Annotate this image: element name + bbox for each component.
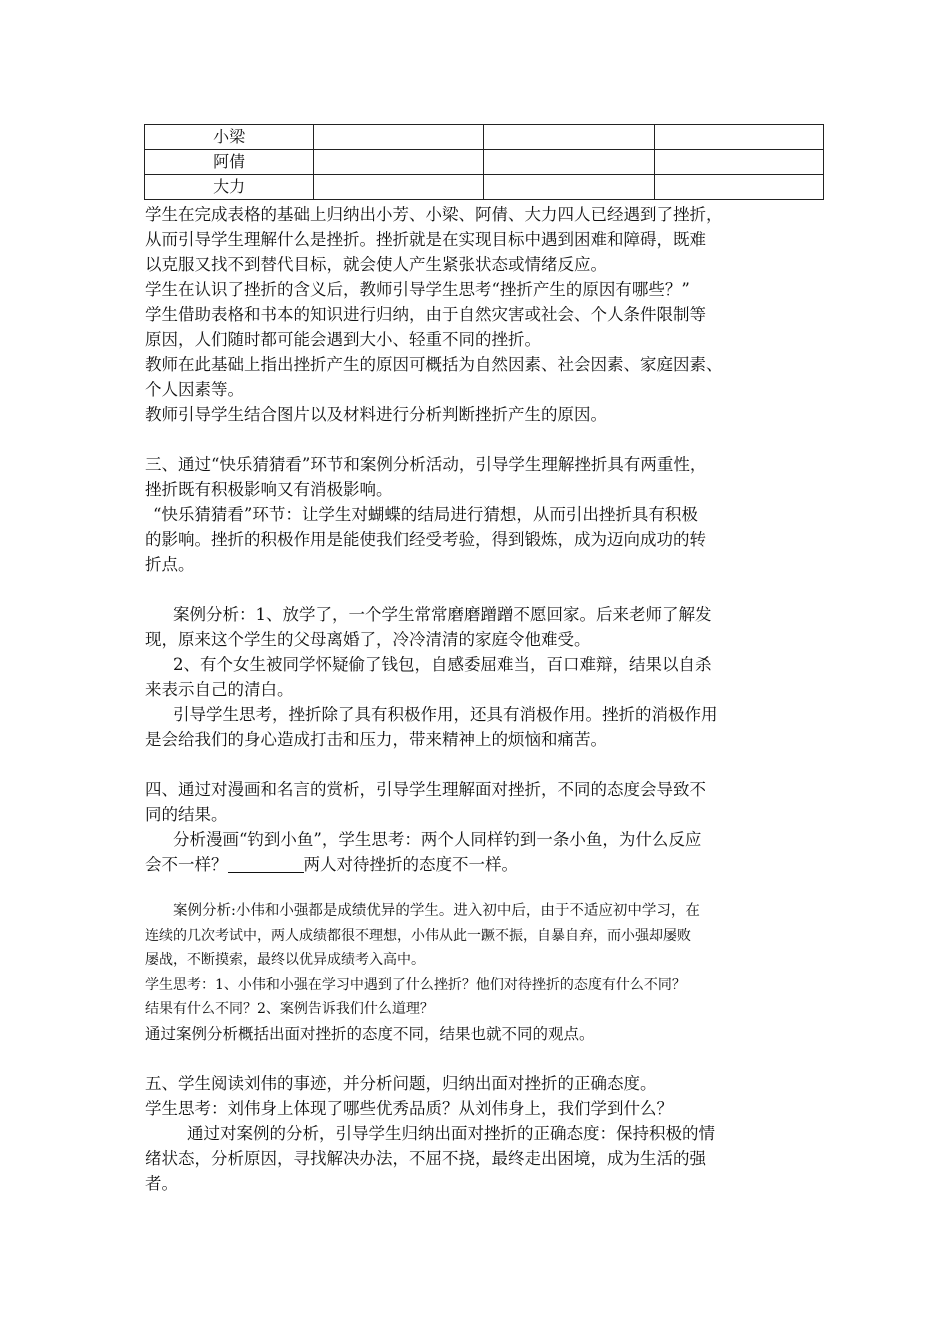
question-text: 会不一样？ [145, 855, 228, 874]
answer-text: 两人对待挫折的态度不一样。 [303, 855, 518, 874]
table-cell [314, 175, 484, 200]
paragraph-line: 教师在此基础上指出挫折产生的原因可概括为自然因素、社会因素、家庭因素、 [145, 355, 723, 374]
paragraph-line: 通过案例分析概括出面对挫折的态度不同，结果也就不同的观点。 [145, 1024, 595, 1043]
table-cell [314, 125, 484, 150]
paragraph-line: 个人因素等。 [145, 380, 244, 399]
table-cell [654, 150, 823, 175]
paragraph-line [145, 852, 825, 877]
table-cell [654, 175, 823, 200]
paragraph-line: 学生思考：1、小伟和小强在学习中遇到了什么挫折？他们对待挫折的态度有什么不同？ [145, 976, 686, 993]
paragraph-line: 分析漫画“钓到小鱼”，学生思考：两个人同样钓到一条小鱼，为什么反应 [173, 830, 702, 849]
document-body [145, 202, 825, 1196]
paragraph-line: 案例分析：1、放学了，一个学生常常磨磨蹭蹭不愿回家。后来老师了解发 [173, 605, 712, 624]
paragraph-line: 从而引导学生理解什么是挫折。挫折就是在实现目标中遇到困难和障碍，既难 [145, 230, 706, 249]
paragraph-line: 教师引导学生结合图片以及材料进行分析判断挫折产生的原因。 [145, 405, 607, 424]
paragraph-line: 以克服又找不到替代目标，就会使人产生紧张状态或情绪反应。 [145, 255, 607, 274]
paragraph-line: 学生在完成表格的基础上归纳出小芳、小梁、阿倩、大力四人已经遇到了挫折， [145, 205, 723, 224]
paragraph-line: 学生思考：刘伟身上体现了哪些优秀品质？从刘伟身上，我们学到什么？ [145, 1099, 673, 1118]
section-heading: 四、通过对漫画和名言的赏析，引导学生理解面对挫折，不同的态度会导致不 [145, 780, 706, 799]
paragraph-line: 现，原来这个学生的父母离婚了，冷冷清清的家庭令他难受。 [145, 630, 591, 649]
paragraph-line: 是会给我们的身心造成打击和压力，带来精神上的烦恼和痛苦。 [145, 730, 607, 749]
paragraph-line: 连续的几次考试中，两人成绩都很不理想，小伟从此一蹶不振，自暴自弃，而小强却屡败 [145, 927, 691, 944]
table-row [145, 175, 824, 200]
section-heading: 同的结果。 [145, 805, 228, 824]
paragraph-line: 2、有个女生被同学怀疑偷了钱包，自感委屈难当，百口难辩，结果以自杀 [173, 655, 712, 674]
answer-blank [228, 856, 304, 873]
paragraph-line: 折点。 [145, 555, 195, 574]
paragraph-line: 案例分析:小伟和小强都是成绩优异的学生。进入初中后，由于不适应初中学习，在 [173, 903, 700, 919]
section-heading: 三、通过“快乐猜猜看”环节和案例分析活动，引导学生理解挫折具有两重性， [145, 455, 707, 474]
paragraph-line: 学生在认识了挫折的含义后，教师引导学生思考“挫折产生的原因有哪些？” [145, 280, 690, 299]
table-cell [484, 175, 654, 200]
paragraph-line: 原因，人们随时都可能会遇到大小、轻重不同的挫折。 [145, 330, 541, 349]
paragraph-line: 屡战，不断摸索，最终以优异成绩考入高中。 [145, 952, 425, 968]
paragraph-line: 的影响。挫折的积极作用是能使我们经受考验，得到锻炼，成为迈向成功的转 [145, 530, 706, 549]
table-cell [654, 125, 823, 150]
section-heading: 五、学生阅读刘伟的事迹，并分析问题，归纳出面对挫折的正确态度。 [145, 1074, 657, 1093]
table-cell [484, 125, 654, 150]
section-heading: 挫折既有积极影响又有消极影响。 [145, 480, 393, 499]
paragraph-line: 者。 [145, 1174, 178, 1193]
student-table [144, 124, 824, 200]
table-cell: 阿倩 [145, 150, 314, 175]
paragraph-line: 绪状态，分析原因，寻找解决办法，不屈不挠，最终走出困境，成为生活的强 [145, 1149, 706, 1168]
table-row [145, 150, 824, 175]
paragraph-line: 引导学生思考，挫折除了具有积极作用，还具有消极作用。挫折的消极作用 [173, 705, 718, 724]
paragraph-line: 结果有什么不同？2、案例告诉我们什么道理？ [145, 1001, 434, 1017]
paragraph-line: 学生借助表格和书本的知识进行归纳，由于自然灾害或社会、个人条件限制等 [145, 305, 706, 324]
paragraph-line: “快乐猜猜看”环节：让学生对蝴蝶的结局进行猜想，从而引出挫折具有积极 [153, 505, 698, 524]
paragraph-line: 来表示自己的清白。 [145, 680, 294, 699]
paragraph-line: 通过对案例的分析，引导学生归纳出面对挫折的正确态度：保持积极的情 [187, 1124, 715, 1143]
table-cell [484, 150, 654, 175]
table-cell: 小梁 [145, 125, 314, 150]
table-row [145, 125, 824, 150]
table-cell [314, 150, 484, 175]
table-cell: 大力 [145, 175, 314, 200]
